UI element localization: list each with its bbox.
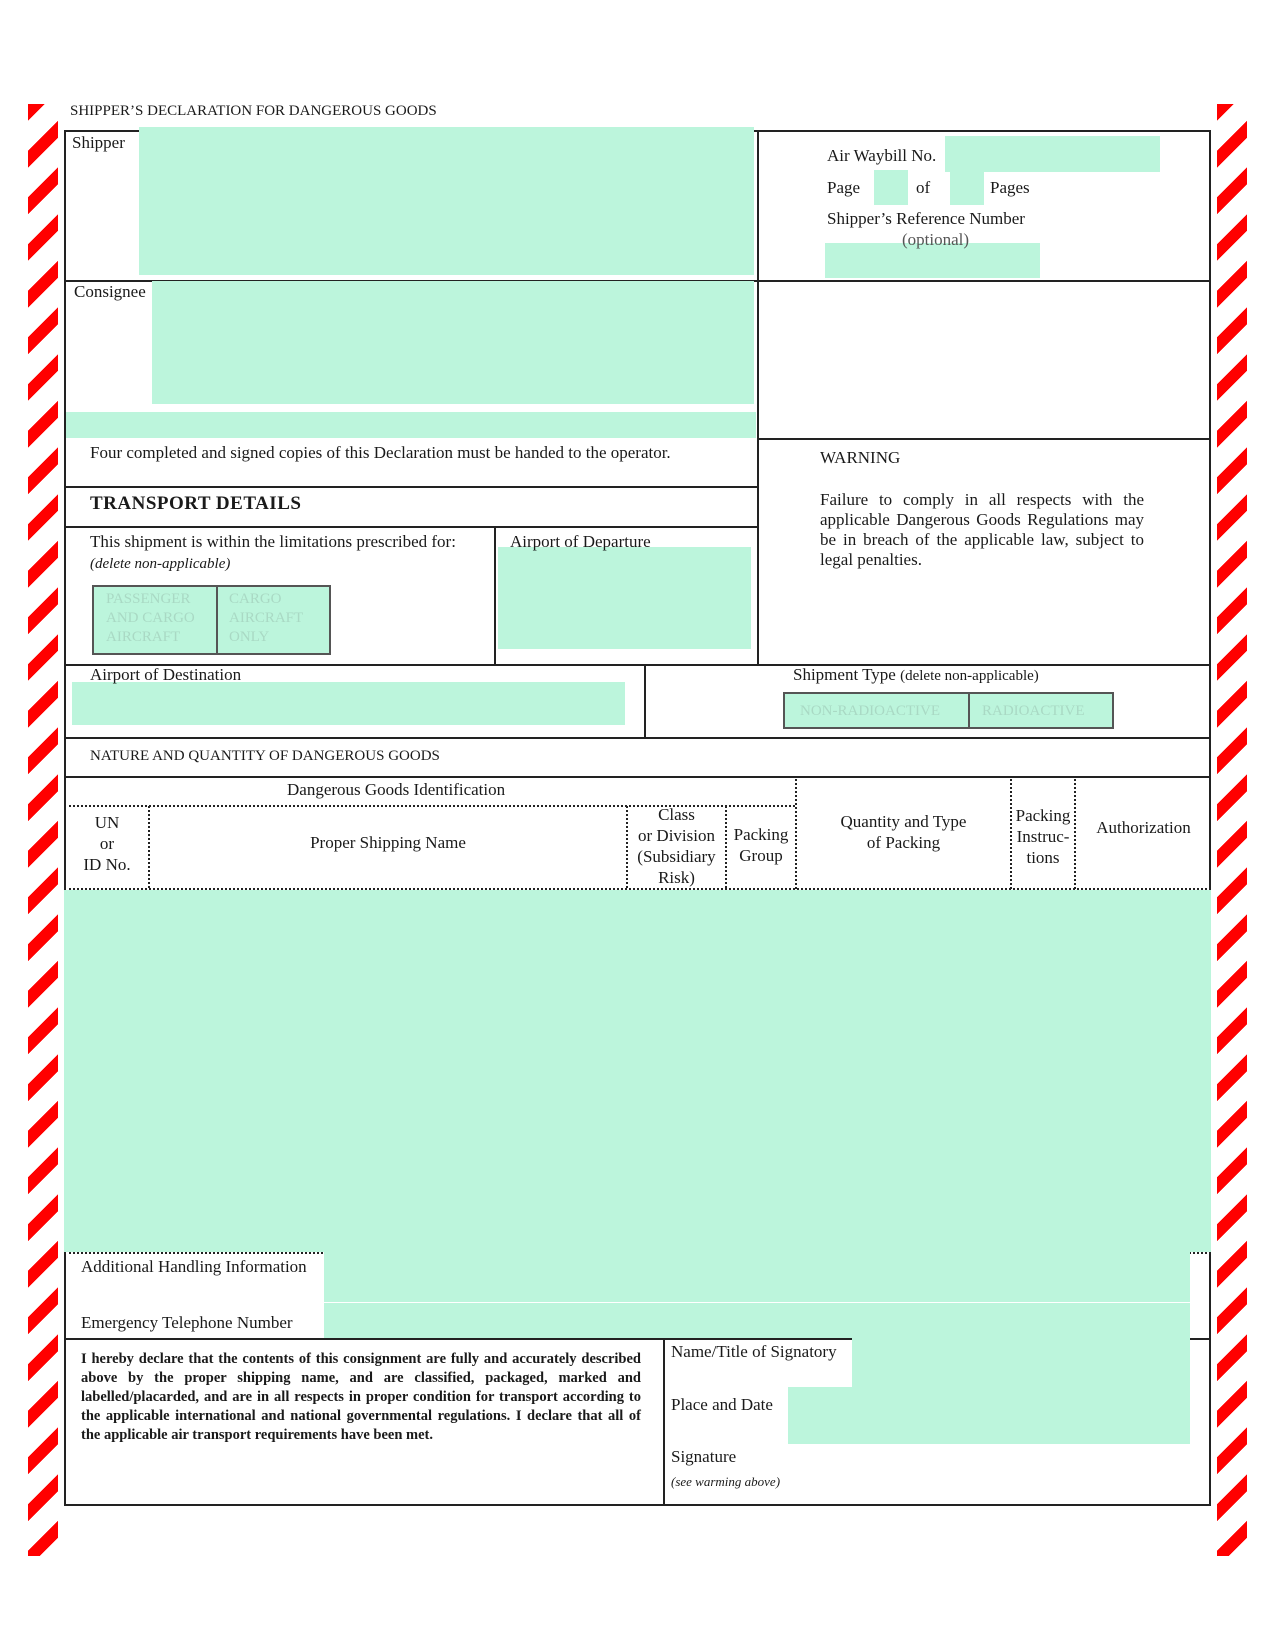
col-shipping-name-header: Proper Shipping Name [310,833,466,852]
consignee-label: Consignee [74,282,146,301]
page-number-field[interactable] [874,170,908,205]
additional-handling-field[interactable] [324,1245,1190,1302]
form-title: SHIPPER’S DECLARATION FOR DANGEROUS GOODS [70,103,437,119]
col-un-header: UN or ID No. [83,813,131,874]
shipper-field[interactable] [139,127,754,275]
consignee-extra-field[interactable] [66,412,756,438]
shipper-reference-label: Shipper’s Reference Number [827,209,1025,228]
emergency-phone-label: Emergency Telephone Number [81,1313,293,1332]
declaration-text: I hereby declare that the contents of this consignment are fully and accurately described above by the proper shipping name, and are classified, packaged, marked and labelled/placarded, and are in all respects in proper condition for transport according to the applicable international and national governmental regulations. I declare that all of the applicable air transport requirements have been met. [81,1351,641,1443]
border-bottom [64,1504,1211,1506]
signature-note: (see warming above) [671,1474,781,1489]
limitation-text: This shipment is within the limitations prescribed for: [90,532,456,551]
shipper-label: Shipper [72,133,125,152]
warning-text: Failure to comply in all respects with the applicable Dangerous Goods Regulations may be in breach of the applicable law, subject to legal penalties. [820,490,1144,569]
airport-destination-label: Airport of Destination [90,665,242,684]
transport-details-heading: TRANSPORT DETAILS [90,493,302,514]
transport-top-line [64,486,758,488]
page-label: Page [827,178,861,197]
air-waybill-field[interactable] [945,136,1160,172]
col-quantity-header: Quantity and Type of Packing [840,812,967,852]
warning-title: WARNING [820,448,901,467]
transport-heading-line [64,526,758,528]
declaration-divider [663,1338,665,1506]
delete-note: (delete non-applicable) [90,556,231,572]
airport-destination-field[interactable] [72,682,625,725]
col-packing-group-header: Packing Group [733,825,789,865]
place-date-label: Place and Date [671,1395,773,1414]
goods-entry-area[interactable] [64,890,1211,1252]
shipper-reference-optional: (optional) [902,230,970,249]
of-label: of [916,178,931,197]
warning-top-line [757,438,1211,440]
airport-departure-field[interactable] [498,547,751,649]
col-class-header: Class or Division (Subsidiary Risk) [637,805,716,887]
identification-header: Dangerous Goods Identification [287,780,506,799]
consignee-field[interactable] [152,281,754,404]
airport-departure-label: Airport of Departure [510,532,651,551]
col-packing-instructions-header: Packing Instruc- tions [1015,806,1071,867]
pages-label: Pages [990,178,1030,197]
shipment-type-divider [644,664,646,738]
goods-heading-line [64,776,1211,778]
cargo-option-label: CARGO AIRCRAFT ONLY [229,591,304,645]
radioactive-label: RADIOACTIVE [982,703,1085,719]
signatory-label: Name/Title of Signatory [671,1342,837,1361]
departure-divider [494,526,496,665]
additional-handling-label: Additional Handling Information [81,1257,307,1276]
page-count-field[interactable] [950,170,984,205]
upper-divider [757,130,759,665]
signatory-field[interactable] [852,1333,1190,1387]
copies-notice: Four completed and signed copies of this Declaration must be handed to the operator. [90,443,671,462]
place-date-field[interactable] [788,1387,1190,1444]
passenger-option-label: PASSENGER AND CARGO AIRCRAFT [106,591,195,645]
non-radioactive-label: NON-RADIOACTIVE [800,703,940,719]
goods-heading: NATURE AND QUANTITY OF DANGEROUS GOODS [90,748,440,764]
signature-label: Signature [671,1447,737,1466]
goods-top-line [64,737,1211,739]
col-authorization-header: Authorization [1096,818,1191,837]
right-hazard-stripe [1217,104,1247,1556]
shipment-type-label: Shipment Type (delete non-applicable) [793,665,1039,684]
left-hazard-stripe [28,104,58,1556]
air-waybill-label: Air Waybill No. [827,146,937,165]
